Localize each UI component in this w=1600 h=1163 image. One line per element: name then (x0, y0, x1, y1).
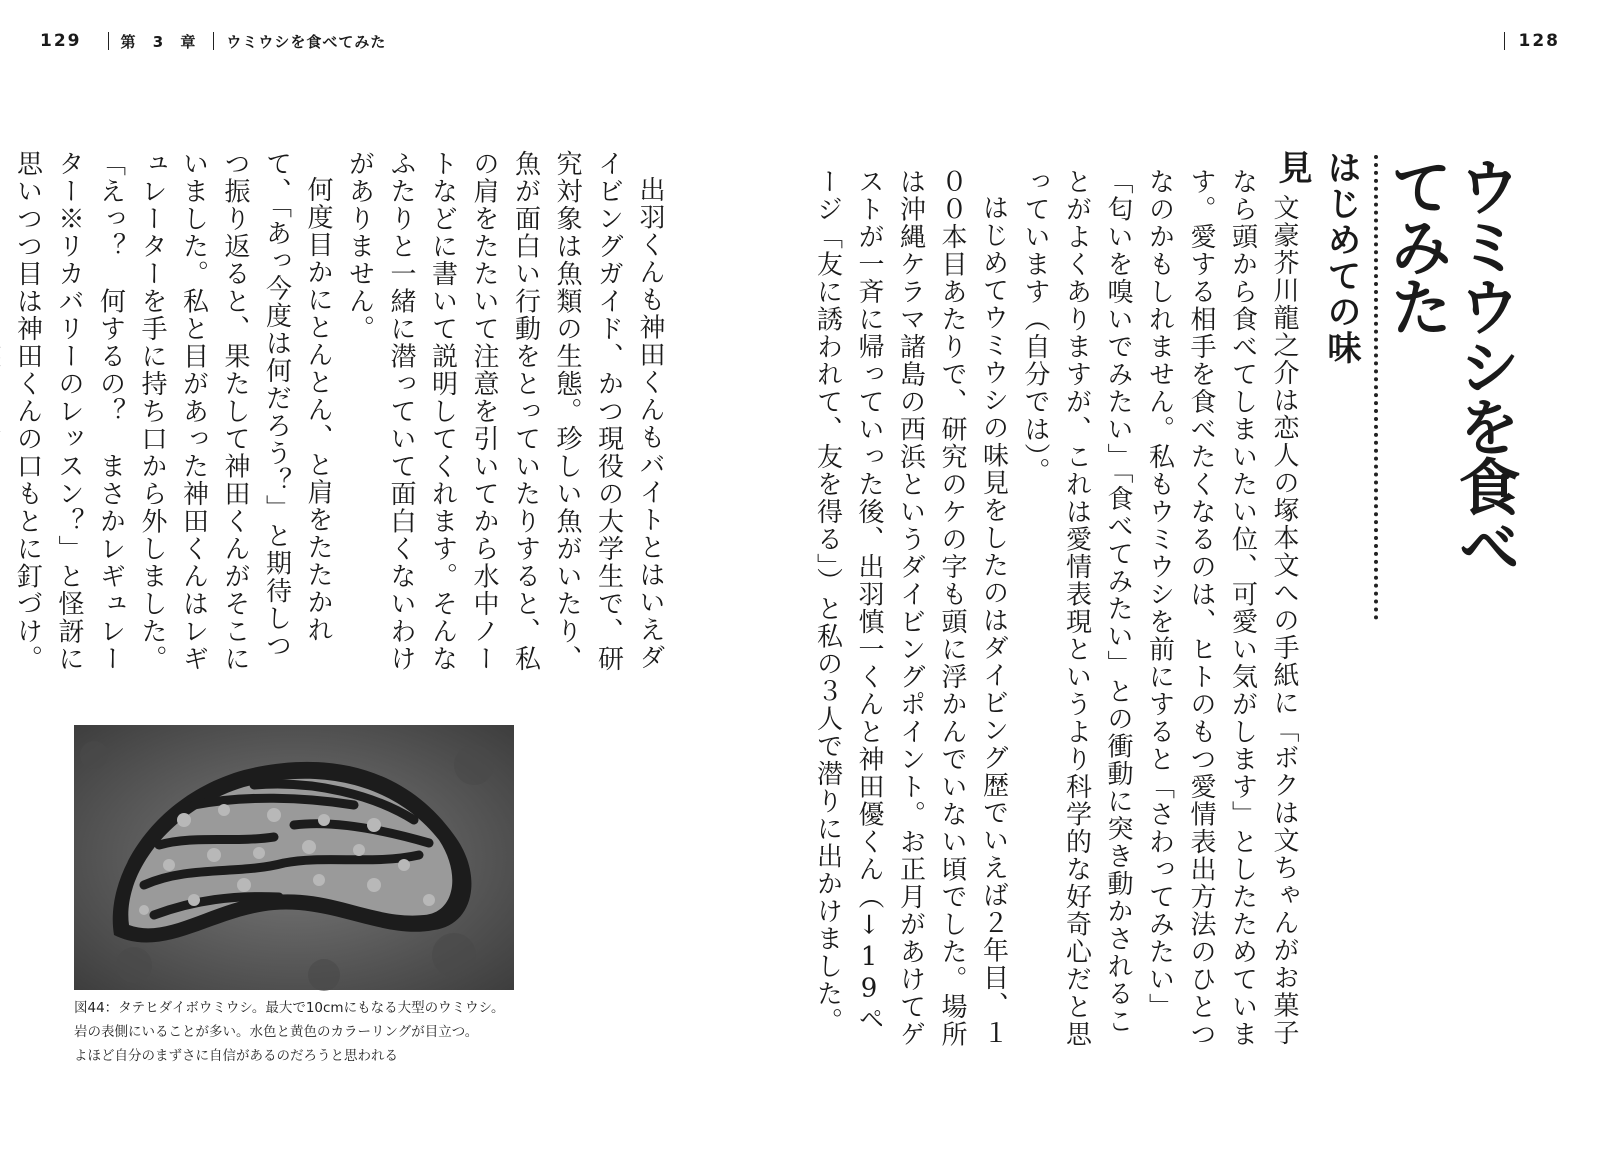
divider (108, 32, 109, 50)
dotted-rule (1374, 155, 1378, 620)
caption-line: 岩の表側にいることが多い。水色と黄色のカラーリングが目立つ。 (74, 1024, 479, 1040)
sea-slug-illustration (74, 725, 514, 990)
paragraph: 文豪芥川龍之介は恋人の塚本文への手紙に「ボクは文ちゃんがお菓子なら頭から食べてしまいたい位、可愛い気がします」としたためています。愛する相手を食べたくなるのは、ヒトのもつ愛情表出方法のひとつなのかもしれません。私もウミウシを前にすると「さわってみたい」「匂いを嗅いでみたい」「食べてみたい」との衝動に突き動かされることがよくありますが、これは愛情表現というより科学的な好奇心だと思っています（自分では）。 (1020, 168, 1299, 1048)
chapter-label: 第 3 章 (120, 32, 202, 51)
divider (213, 32, 214, 50)
paragraph: 何度目かにとんとん、と肩をたたかれて、「あっ今度は何だろう？」と期待しつつ振り返ると、果たして神田くんがそこにいました。私と目があった神田くんはレギュレーターを手に持ち口から外しました。「えっ？ 何するの？ まさかレギュレーター※リカバリーのレッスン？」と怪訝に思いつつ目は神田くんの口もとに釘づけ。 (12, 150, 333, 673)
running-chapter-title: ウミウシを食べてみた (226, 32, 387, 51)
chapter-heading: ウミウシを食べてみた (1380, 155, 1521, 575)
chapter-heading-block (1380, 155, 1521, 620)
paragraph: はじめてウミウシの味見をしたのはダイビング歴でいえば２年目、１００本目あたりで、研究のケの字も頭に浮かんでいない頃でした。場所は沖縄ケラマ諸島の西浜というダイビングポイント。お正月があけてゲストが一斉に帰っていった後、出羽慎一くんと神田優くん（↓19ページ「友に誘われて、友を得る」）と私の３人で潜りに出かけました。 (812, 168, 1009, 1048)
sea-slug-photo (74, 725, 514, 990)
section-heading: はじめての味見 (1272, 150, 1361, 366)
caption-line: よほど自分のまずさに自信があるのだろうと思われる (74, 1048, 398, 1064)
caption-line: 図44：タテヒダイボウミウシ。最大で10cmにもなる大型のウミウシ。 (74, 1000, 505, 1016)
running-head-right (1504, 30, 1561, 52)
figure-caption (74, 996, 524, 1068)
divider (1504, 32, 1505, 50)
left-page-body (12, 150, 670, 685)
page-number-right: 128 (1518, 31, 1560, 51)
running-head-left (40, 30, 386, 52)
right-page-body (812, 168, 1304, 1048)
paragraph: 出羽くんも神田くんもバイトとはいえダイビングガイド、かつ現役の大学生で、研究対象は魚類の生態。珍しい魚がいたり、魚が面白い行動をとっていたりすると、私の肩をたたいて注意を引いてから水中ノートなどに書いて説明してくれます。そんなふたりと一緒に潜っていて面白くないわけがありません。 (344, 150, 665, 673)
page-number-left: 129 (40, 31, 82, 51)
